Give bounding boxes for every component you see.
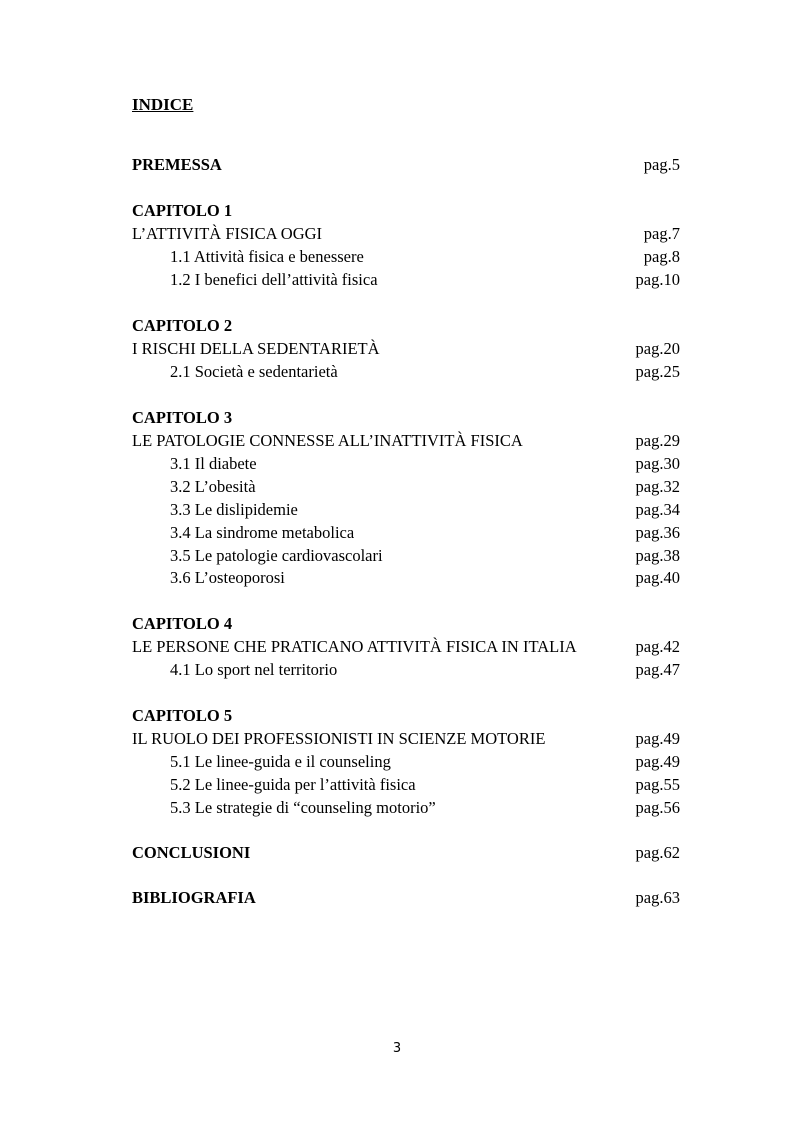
toc-entry-label: 4.1 Lo sport nel territorio (170, 660, 338, 679)
toc-entry-page: pag.8 (643, 247, 680, 266)
toc-entry-page: pag.42 (635, 637, 680, 656)
toc-section-1-1 (132, 245, 680, 268)
toc-entry-page: pag.30 (635, 454, 680, 473)
toc-entry-page: pag.55 (635, 775, 680, 794)
toc-section-4-1 (132, 658, 680, 681)
toc-entry-page: pag.10 (635, 270, 680, 289)
toc-entry-label: L’ATTIVITÀ FISICA OGGI (132, 224, 323, 243)
toc-entry-page: pag.7 (643, 224, 680, 243)
toc-section-3-2 (132, 475, 680, 498)
toc-entry-page: pag.29 (635, 431, 680, 450)
toc-entry-page: pag.40 (635, 568, 680, 587)
toc-section-5-1 (132, 750, 680, 773)
toc-chapter-heading-1 (132, 199, 680, 222)
toc-entry-label: CAPITOLO 5 (132, 706, 233, 725)
toc-entry-label: 5.1 Le linee-guida e il counseling (170, 752, 391, 771)
toc-entry-label: 3.5 Le patologie cardiovascolari (170, 546, 383, 565)
toc-entry-label: CAPITOLO 1 (132, 201, 233, 220)
toc-entry-label: 3.4 La sindrome metabolica (170, 523, 355, 542)
toc-chapter-heading-3 (132, 406, 680, 429)
toc-entry-label: 3.3 Le dislipidemie (170, 500, 298, 519)
toc-entry-page: pag.63 (635, 888, 680, 907)
toc-entry-page: pag.36 (635, 523, 680, 542)
toc-entry-page: pag.62 (635, 843, 680, 862)
toc-chapter-heading-4 (132, 612, 680, 635)
toc-entry-label: CONCLUSIONI (132, 843, 251, 862)
toc-entry-label: 3.2 L’obesità (170, 477, 256, 496)
toc-entry-label: 5.2 Le linee-guida per l’attività fisica (170, 775, 416, 794)
toc-entry-page: pag.34 (635, 500, 680, 519)
toc-section-3-5 (132, 544, 680, 567)
toc-section-3-1 (132, 452, 680, 475)
toc-entry-label: 3.6 L’osteoporosi (170, 568, 285, 587)
toc-entry-label: PREMESSA (132, 155, 222, 174)
toc-section-3-6 (132, 566, 680, 589)
toc-entry-premessa (132, 153, 680, 176)
toc-entry-label: 1.1 Attività fisica e benessere (170, 247, 364, 266)
toc-section-5-2 (132, 773, 680, 796)
toc-section-5-3 (132, 796, 680, 819)
toc-entry-label: IL RUOLO DEI PROFESSIONISTI IN SCIENZE MOTORIE (132, 729, 546, 748)
toc-entry-bibliografia (132, 886, 680, 909)
toc-entry-page: pag.20 (635, 339, 680, 358)
toc-chapter-title-5 (132, 727, 680, 750)
toc-entry-label: 1.2 I benefici dell’attività fisica (170, 270, 378, 289)
toc-chapter-title-3 (132, 429, 680, 452)
toc-entry-label: CAPITOLO 3 (132, 408, 233, 427)
toc-entry-page: pag.56 (635, 798, 680, 817)
toc-entry-label: BIBLIOGRAFIA (132, 888, 256, 907)
toc-entry-page: pag.5 (643, 155, 680, 174)
toc-section-1-2 (132, 268, 680, 291)
toc-entry-label: LE PERSONE CHE PRATICANO ATTIVITÀ FISICA IN ITALIA (132, 637, 577, 656)
toc-entry-label: 5.3 Le strategie di “counseling motorio” (170, 798, 436, 817)
toc-entry-page: pag.47 (635, 660, 680, 679)
toc-chapter-title-4 (132, 635, 680, 658)
toc-entry-label: CAPITOLO 2 (132, 316, 233, 335)
toc-entry-page: pag.25 (635, 362, 680, 381)
toc-section-2-1 (132, 360, 680, 383)
toc-entry-page: pag.49 (635, 752, 680, 771)
page-title: INDICE (132, 95, 194, 114)
toc-entry-label: 3.1 Il diabete (170, 454, 257, 473)
toc-chapter-title-1 (132, 222, 680, 245)
toc-entry-page: pag.38 (635, 546, 680, 565)
toc-chapter-heading-2 (132, 314, 680, 337)
toc-section-3-3 (132, 498, 680, 521)
toc-entry-label: I RISCHI DELLA SEDENTARIETÀ (132, 339, 380, 358)
toc-entry-label: 2.1 Società e sedentarietà (170, 362, 338, 381)
toc-entry-label: CAPITOLO 4 (132, 614, 233, 633)
toc-chapter-heading-5 (132, 704, 680, 727)
toc-section-3-4 (132, 521, 680, 544)
toc-chapter-title-2 (132, 337, 680, 360)
toc-entry-conclusioni (132, 841, 680, 864)
page-number: 3 (392, 1041, 402, 1056)
toc-entry-label: LE PATOLOGIE CONNESSE ALL’INATTIVITÀ FISICA (132, 431, 523, 450)
toc-entry-page: pag.32 (635, 477, 680, 496)
toc-entry-page: pag.49 (635, 729, 680, 748)
